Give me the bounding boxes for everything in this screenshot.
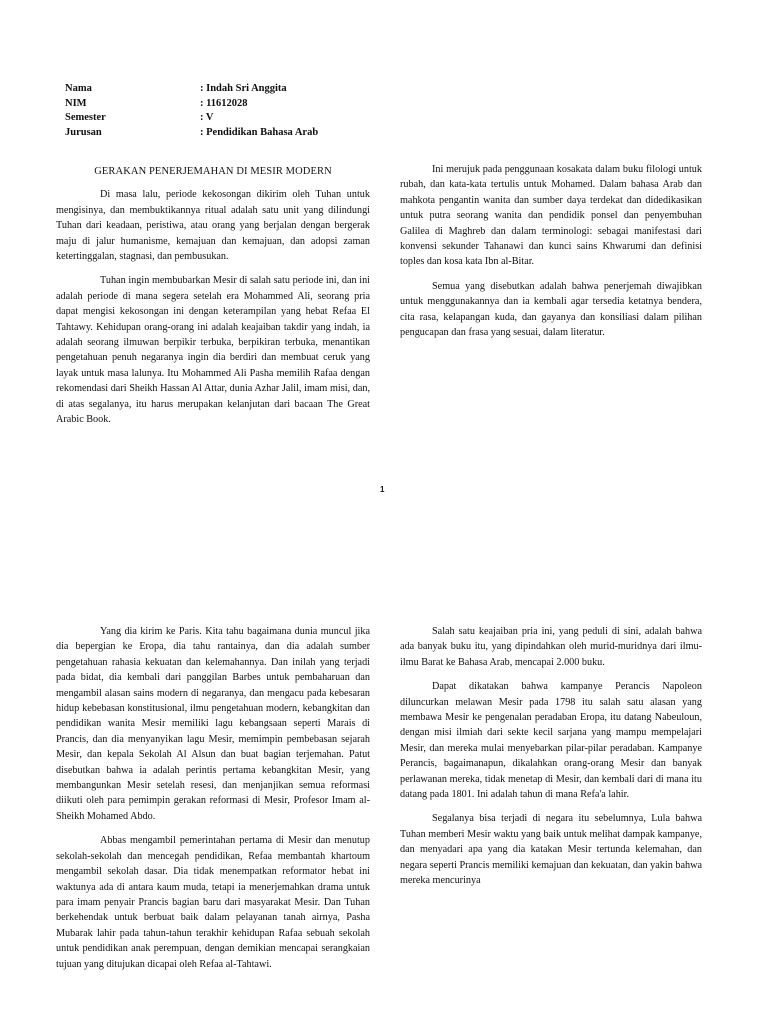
paragraph: Tuhan ingin membubarkan Mesir di salah satu periode ini, dan ini adalah periode di mana segera setelah era Mohammed Ali, seorang pria dapat mengisi kekosongan ini dengan keterampilan yang hebat Refaa El Tahtawy. Kehidupan orang-orang ini adalah keajaiban takdir yang indah, ia adalah seorang ilmuwan berpikir terbuka, berpikiran terbuka, menantikan pengetahuan penuh negaranya ingin dia berdiri dan membuat ceruk yang layak untuk masa lalunya. Itu Mohammed Ali Pasha memilih Rafaa dengan rekomendasi dari Sheikh Hassan Al Attar, dunia Azhar Jalil, imam misi, dan, di atas segalanya, itu harus merupakan kelanjutan dari bacaan The Great Arabic Book. bbox=[56, 275, 370, 426]
info-label: Semester bbox=[65, 112, 106, 124]
page1-left-column bbox=[56, 164, 370, 437]
page1-right-column bbox=[400, 162, 702, 349]
paragraph: Yang dia kirim ke Paris. Kita tahu bagaimana dunia muncul jika dia bepergian ke Eropa, dia tahu rantainya, dan dia adalah sumber pengetahuan rahasia kekuatan dan kelemahannya. Dan inilah yang terjadi pada bidat, dia kembali dari panggilan Barbes untuk pembaharuan dan mengambil alasan sains modern di negaranya, dan mengacu pada kebesaran hidup kebebasan konstitusional, ilmu pengetahuan modern, kebangkitan dan pendidikan wanita Mesir memiliki lagu kebangsaan seperti Marais di Prancis, dan dia menyanyikan lagu Mesir, memimpin pembebasan sejarah Mesir, dan kepala Sekolah Al Alsun dan buat bagian terjemahan. Patut disebutkan bahwa ia adalah perintis pertama kebangkitan Mesir, yang membangunkan Mesir setelah resesi, dan menjanjikan semua reformasi diikuti oleh para pemimpin gerakan reformasi di Mesir, Profesor Imam al-Sheikh Mohamed Abdo. bbox=[56, 626, 370, 822]
info-label: Nama bbox=[65, 83, 92, 94]
paragraph: Dapat dikatakan bahwa kampanye Perancis Napoleon diluncurkan melawan Mesir pada 1798 itu salah satu alasan yang membawa Mesir ke pengenalan peradaban Eropa, itu datang Nabeuloun, dengan misi ilmiah dari sekte kecil sarjana yang mampu mempelajari Mesir, dan mereka mulai menyebarkan pilar-pilar peradaban. Kampanye Perancis, bagaimanapun, dikalahkan orang-orang Mesir dan banyak perlawanan mereka, tidak menetap di Mesir, dan kembali dari di mana itu datang pada 1801. Ini adalah tahun di mana Refa'a lahir. bbox=[400, 681, 702, 801]
article-title: GERAKAN PENERJEMAHAN DI MESIR MODERN bbox=[94, 166, 332, 177]
info-label: Jurusan bbox=[65, 126, 102, 138]
paragraph: Semua yang disebutkan adalah bahwa penerjemah diwajibkan untuk menggunakannya dan ia kembali agar tersedia ketatnya bendera, cita rasa, kelapangan kuda, dan gayanya dan konsiliasi dalam pilihan pengucapan dan frasa yang sesuai, dalam literatur. bbox=[400, 280, 702, 339]
info-row-nim bbox=[65, 97, 318, 112]
student-info-table bbox=[65, 82, 318, 140]
paragraph: Segalanya bisa terjadi di negara itu sebelumnya, Lula bahwa Tuhan memberi Mesir waktu yang baik untuk melihat dampak kampanye, dan menyadari apa yang dia katakan Mesir tertunda kelemahan, dan negara seperti Prancis memiliki kemajuan dan kekuatan, dan yakin bahwa mereka mencurinya bbox=[400, 813, 702, 887]
paragraph: Abbas mengambil pemerintahan pertama di Mesir dan menutup sekolah-sekolah dan mencegah pendidikan, Refaa membantah khartoum mengambil sekolah dasar. Dia tidak menempatkan reformator hebat ini waktunya ada di antara kaum muda, tetapi ia menerjemahkan drama untuk para imam penyair Prancis bagian baru dari masyarakat Mesir. Dan Tuhan berkehendak untuk berbuat baik dalam pelayanan tanah airnya, Pasha Mubarak lahir pada tahun-tahun terakhir kehidupan Rafaa sebuah sekolah untuk pendidikan anak perempuan, dengan demikian mencapai serangkaian tujuan yang ditujukan dicapai oleh Refaa al-Tahtawi. bbox=[56, 835, 370, 970]
paragraph: Salah satu keajaiban pria ini, yang peduli di sini, adalah bahwa ada banyak buku itu, yang dipindahkan oleh murid-muridnya dari ilmu-ilmu Barat ke Bahasa Arab, mencapai 2.000 buku. bbox=[400, 626, 702, 668]
info-value: : Pendidikan Bahasa Arab bbox=[200, 126, 319, 138]
info-value: : 11612028 bbox=[200, 97, 248, 109]
info-row-nama bbox=[65, 82, 318, 97]
info-row-semester bbox=[65, 111, 318, 126]
page-number: 1 bbox=[380, 485, 385, 494]
info-row-jurusan bbox=[65, 126, 318, 141]
paragraph: Ini merujuk pada penggunaan kosakata dalam buku filologi untuk rubah, dan kata-kata tertulis untuk Mohamed. Dalam bahasa Arab dan mahkota pengantin wanita dan sumber daya terdekat dan didedikasikan untuk putra seorang wanita dan pendidik ponsel dan penyembuhan Galilea di Maghreb dan dalam terminologi: sebagai manifestasi dari konvensi sekunder Tahanawi dan kunci sains Khwarumi dan definisi toples dan kosa kata Ibn al-Bitar. bbox=[400, 164, 702, 268]
info-value: : Indah Sri Anggita bbox=[200, 83, 287, 94]
info-value: : V bbox=[200, 112, 214, 124]
page2-left-column bbox=[56, 624, 370, 981]
page2-right-column bbox=[400, 624, 702, 898]
paragraph: Di masa lalu, periode kekosongan dikirim oleh Tuhan untuk mengisinya, dan membuktikannya ritual adalah satu unit yang dilindungi Tuhan dari keadaan, peristiwa, atau orang yang berjalan dengan bergerak maju di jalur humanisme, kemajuan dan kemajuan, dan adopsi zaman ketertinggalan, stagnasi, dan pembusukan. bbox=[56, 189, 370, 263]
info-label: NIM bbox=[65, 97, 87, 109]
